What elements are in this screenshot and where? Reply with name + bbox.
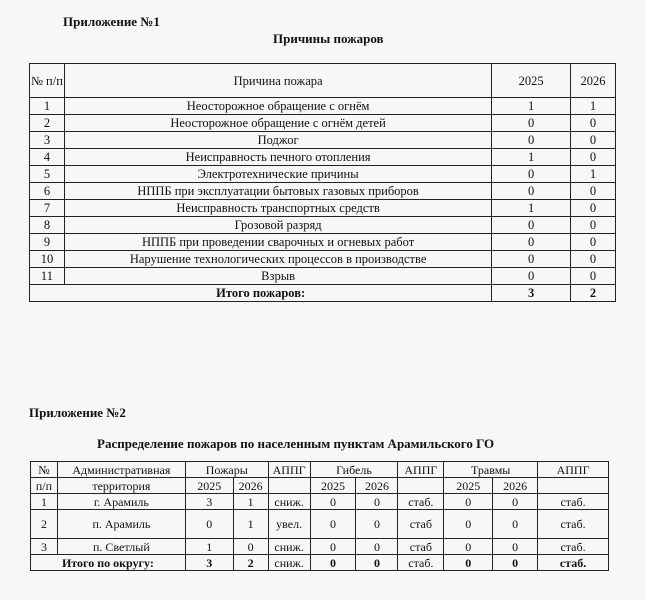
row-deaths-2026: 0 — [356, 494, 398, 510]
row-fires-2025: 3 — [185, 494, 233, 510]
header-territory-b: территория — [57, 478, 185, 494]
table-row — [30, 183, 616, 200]
header-fires-appg: АППГ — [268, 462, 310, 478]
header-fires-2026: 2026 — [233, 478, 268, 494]
table-row — [30, 149, 616, 166]
total-2026: 2 — [571, 285, 616, 302]
table-row — [30, 115, 616, 132]
table-row — [31, 539, 609, 555]
row-deaths-2026: 0 — [356, 510, 398, 539]
table-row — [30, 98, 616, 115]
total-label: Итого пожаров: — [30, 285, 492, 302]
appendix2-label: Приложение №2 — [29, 405, 126, 420]
row-2025: 0 — [492, 217, 571, 234]
header-deaths-appg: АППГ — [398, 462, 444, 478]
row-injuries-appg: стаб. — [538, 539, 609, 555]
row-cause: Неосторожное обращение с огнём — [64, 98, 491, 115]
appendix1-title: Причины пожаров — [273, 31, 384, 46]
header-deaths-2026: 2026 — [356, 478, 398, 494]
total-deaths-2026: 0 — [356, 555, 398, 571]
total-fires-2025: 3 — [185, 555, 233, 571]
row-2026: 0 — [571, 115, 616, 132]
table-row — [30, 251, 616, 268]
header-cause: Причина пожара — [64, 64, 491, 98]
row-2026: 0 — [571, 183, 616, 200]
row-cause: Грозовой разряд — [64, 217, 491, 234]
row-injuries-appg: стаб. — [538, 510, 609, 539]
row-territory: п. Светлый — [57, 539, 185, 555]
header-injuries: Травмы — [444, 462, 538, 478]
table-header-row — [30, 64, 616, 98]
total-fires-appg: сниж. — [268, 555, 310, 571]
total-injuries-2026: 0 — [493, 555, 538, 571]
row-cause: НППБ при проведении сварочных и огневых работ — [64, 234, 491, 251]
row-deaths-2026: 0 — [356, 539, 398, 555]
row-territory: п. Арамиль — [57, 510, 185, 539]
header-num-b: п/п — [31, 478, 58, 494]
row-injuries-2026: 0 — [493, 539, 538, 555]
header-deaths-appg-blank — [398, 478, 444, 494]
row-deaths-2025: 0 — [310, 510, 356, 539]
row-num: 7 — [30, 200, 65, 217]
row-2026: 0 — [571, 251, 616, 268]
header-num: № п/п — [30, 64, 65, 98]
row-fires-appg: сниж. — [268, 494, 310, 510]
row-num: 2 — [31, 510, 58, 539]
row-cause: Неисправность транспортных средств — [64, 200, 491, 217]
appendix2-title: Распределение пожаров по населенным пунктам Арамильского ГО — [97, 436, 495, 451]
header-year-2026: 2026 — [571, 64, 616, 98]
row-cause: Неосторожное обращение с огнём детей — [64, 115, 491, 132]
table-row — [31, 494, 609, 510]
header-injuries-appg-blank — [538, 478, 609, 494]
header-injuries-appg: АППГ — [538, 462, 609, 478]
row-2025: 0 — [492, 268, 571, 285]
row-fires-2026: 0 — [233, 539, 268, 555]
row-cause: Нарушение технологических процессов в производстве — [64, 251, 491, 268]
row-2026: 1 — [571, 166, 616, 183]
table-row — [31, 510, 609, 539]
row-fires-2025: 0 — [185, 510, 233, 539]
row-deaths-appg: стаб — [398, 510, 444, 539]
row-2025: 0 — [492, 166, 571, 183]
header-territory-a: Административная — [57, 462, 185, 478]
fires-by-settlement-table — [30, 461, 609, 571]
row-injuries-2025: 0 — [444, 494, 493, 510]
row-2025: 0 — [492, 183, 571, 200]
appendix1-label: Приложение №1 — [63, 14, 160, 29]
row-injuries-2025: 0 — [444, 539, 493, 555]
row-2026: 1 — [571, 98, 616, 115]
row-2026: 0 — [571, 200, 616, 217]
row-injuries-appg: стаб. — [538, 494, 609, 510]
row-2025: 0 — [492, 251, 571, 268]
fire-causes-table — [29, 63, 616, 302]
row-injuries-2025: 0 — [444, 510, 493, 539]
table-row — [30, 166, 616, 183]
row-2026: 0 — [571, 149, 616, 166]
district-total-row — [31, 555, 609, 571]
row-fires-appg: увел. — [268, 510, 310, 539]
header-num-a: № — [31, 462, 58, 478]
header-row-2 — [31, 478, 609, 494]
header-fires-appg-blank — [268, 478, 310, 494]
row-fires-2026: 1 — [233, 494, 268, 510]
total-row — [30, 285, 616, 302]
row-num: 10 — [30, 251, 65, 268]
row-num: 2 — [30, 115, 65, 132]
header-injuries-2025: 2025 — [444, 478, 493, 494]
row-2025: 0 — [492, 115, 571, 132]
row-fires-2025: 1 — [185, 539, 233, 555]
total-injuries-2025: 0 — [444, 555, 493, 571]
total-deaths-appg: стаб. — [398, 555, 444, 571]
row-num: 1 — [30, 98, 65, 115]
row-num: 6 — [30, 183, 65, 200]
total-fires-2026: 2 — [233, 555, 268, 571]
total-injuries-appg: стаб. — [538, 555, 609, 571]
row-cause: Неисправность печного отопления — [64, 149, 491, 166]
header-year-2025: 2025 — [492, 64, 571, 98]
row-injuries-2026: 0 — [493, 510, 538, 539]
table-row — [30, 234, 616, 251]
row-num: 3 — [31, 539, 58, 555]
row-territory: г. Арамиль — [57, 494, 185, 510]
row-num: 4 — [30, 149, 65, 166]
row-deaths-appg: стаб. — [398, 494, 444, 510]
row-num: 5 — [30, 166, 65, 183]
row-cause: Взрыв — [64, 268, 491, 285]
row-2025: 1 — [492, 200, 571, 217]
row-fires-appg: сниж. — [268, 539, 310, 555]
header-row-1 — [31, 462, 609, 478]
row-2026: 0 — [571, 268, 616, 285]
row-cause: Электротехнические причины — [64, 166, 491, 183]
row-cause: НППБ при эксплуатации бытовых газовых приборов — [64, 183, 491, 200]
header-deaths-2025: 2025 — [310, 478, 356, 494]
header-injuries-2026: 2026 — [493, 478, 538, 494]
table-row — [30, 200, 616, 217]
header-fires: Пожары — [185, 462, 268, 478]
row-2025: 1 — [492, 98, 571, 115]
row-2025: 0 — [492, 132, 571, 149]
row-cause: Поджог — [64, 132, 491, 149]
header-fires-2025: 2025 — [185, 478, 233, 494]
district-total-label: Итого по округу: — [31, 555, 186, 571]
row-deaths-2025: 0 — [310, 494, 356, 510]
row-2026: 0 — [571, 217, 616, 234]
table-row — [30, 132, 616, 149]
row-deaths-appg: стаб — [398, 539, 444, 555]
header-deaths: Гибель — [310, 462, 398, 478]
row-2026: 0 — [571, 234, 616, 251]
table-row — [30, 268, 616, 285]
row-num: 9 — [30, 234, 65, 251]
row-deaths-2025: 0 — [310, 539, 356, 555]
row-num: 1 — [31, 494, 58, 510]
row-num: 11 — [30, 268, 65, 285]
row-2025: 0 — [492, 234, 571, 251]
row-2025: 1 — [492, 149, 571, 166]
row-num: 3 — [30, 132, 65, 149]
row-injuries-2026: 0 — [493, 494, 538, 510]
table-row — [30, 217, 616, 234]
total-deaths-2025: 0 — [310, 555, 356, 571]
row-2026: 0 — [571, 132, 616, 149]
row-fires-2026: 1 — [233, 510, 268, 539]
total-2025: 3 — [492, 285, 571, 302]
row-num: 8 — [30, 217, 65, 234]
